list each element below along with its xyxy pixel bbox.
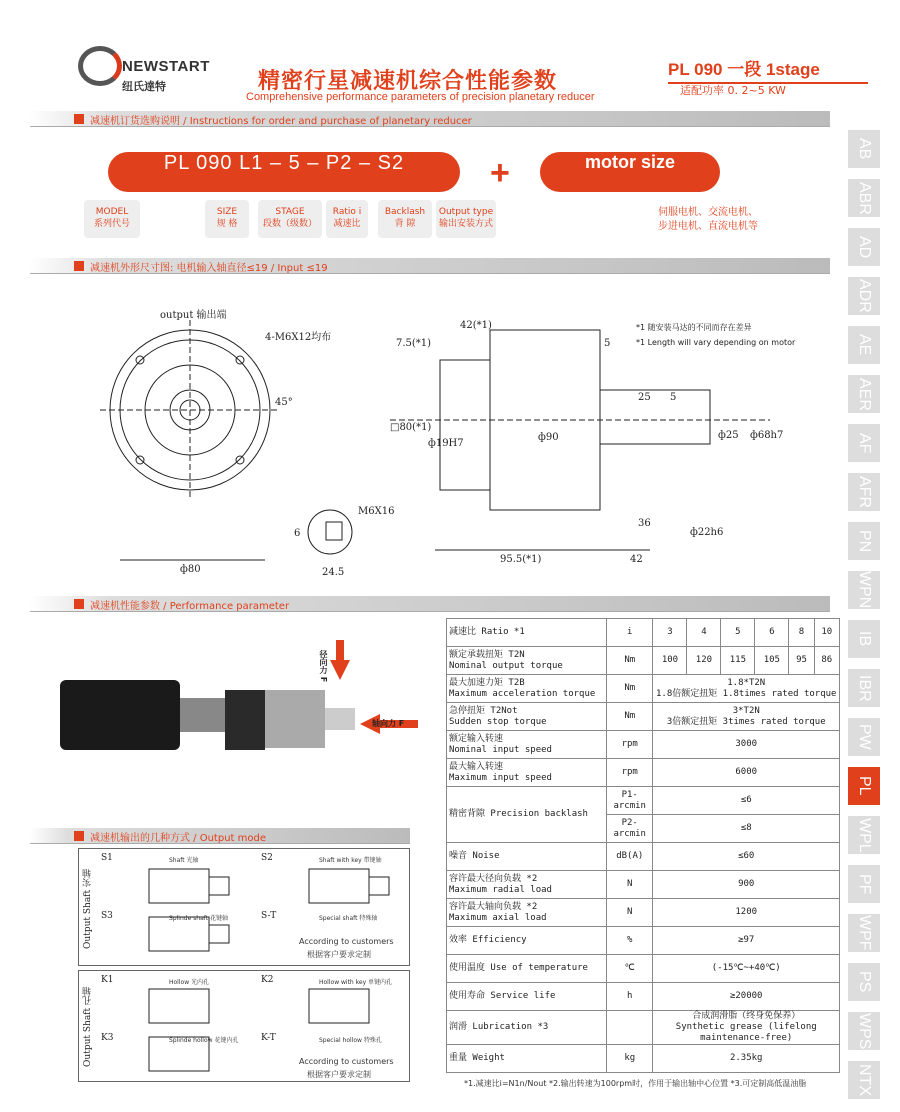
section-marker-icon [74,114,84,124]
tab-ad[interactable]: AD [848,228,880,268]
tab-ae[interactable]: AE [848,326,880,366]
hollow-diagrams [139,987,399,1081]
section-dims [30,258,830,274]
k1-desc: Hollow 光内孔 [169,979,210,986]
custom-en-2: According to customers [299,1057,394,1066]
tab-adr[interactable]: ADR [848,277,880,317]
custom-cn: 根据客户要求定制 [307,950,371,959]
tag-model: MODEL 系列代号 [84,200,140,238]
section-title: 减速机性能参数 / Performance parameter [90,601,290,612]
tab-ntx[interactable]: NTX [848,1061,880,1101]
tab-abr[interactable]: ABR [848,179,880,219]
tab-af[interactable]: AF [848,424,880,464]
d75-label: 7.5(*1) [396,338,432,349]
d22-label: ф22h6 [690,527,724,538]
axial-force-label: 轴向力 F [372,719,405,728]
tab-wpl[interactable]: WPL [848,816,880,856]
six-label: 6 [294,528,301,539]
table-row: 最大输入转速 Maximum input speed rpm 6000 [447,759,840,787]
tab-aer[interactable]: AER [848,375,880,415]
k2-key: K2 [261,975,274,985]
tab-wpn[interactable]: WPN [848,571,880,611]
table-row: 使用温度 Use of temperature ℃ (-15℃~+40℃) [447,955,840,983]
s1-key: S1 [101,853,113,863]
table-row: P2-arcmin ≤8 [447,815,840,843]
radial-force-label: 径向力 F [319,650,328,683]
table-row: 额定承载扭矩 T2N Nominal output torque Nm 100 120 115 105 95 86 [447,647,840,675]
phi25-label: ф25 [718,430,739,441]
plus-icon: + [490,154,510,192]
kt-desc: Special hollow 特殊孔 [319,1037,382,1044]
table-row: 减速比 Ratio *1 i 3 4 5 6 8 10 [447,619,840,647]
brand-sub: 纽氏達特 [122,80,166,93]
s2-key: S2 [261,853,273,863]
key-label: M6X16 [358,506,395,517]
tab-ibr[interactable]: IBR [848,669,880,709]
tab-ab[interactable]: AB [848,130,880,170]
d36-label: 36 [638,518,651,529]
st-desc: Special shaft 特殊轴 [319,915,378,922]
tag-backlash: Backlash 背 隙 [378,200,432,238]
shaft-diagrams [139,867,399,963]
table-row: 最大加速力矩 T2B Maximum acceleration torque Nm 1.8*T2N 1.8倍额定扭矩 1.8times rated torque [447,675,840,703]
d25-label: 25 [638,392,651,403]
kt-key: K-T [261,1033,276,1043]
custom-en: According to customers [299,937,394,946]
note1: *1 随安装马达的不同而存在差异 [636,323,752,332]
k3-key: K3 [101,1033,114,1043]
motor-note: 伺服电机、交流电机、 步进电机、直流电机等 [658,207,758,232]
note2: *1 Length will vary depending on motor [636,338,796,347]
k1-key: K1 [101,975,114,985]
w245-label: 24.5 [322,567,345,578]
section-title: 减速机外形尺寸图: 电机输入轴直径≤19 / Input ≤19 [90,263,328,274]
s3-desc: Splinde shaft 花键轴 [169,915,229,922]
d42-label: 42(*1) [460,320,492,331]
section-title: 减速机输出的几种方式 / Output mode [90,833,267,844]
page-title: 精密行星减速机综合性能参数 [258,69,558,94]
tag-size: SIZE 规 格 [205,200,249,238]
section-output [30,828,410,844]
holes-label: 4-M6X12均布 [265,332,332,343]
tab-pn[interactable]: PN [848,522,880,562]
table-row: 使用寿命 Service life h ≥20000 [447,983,840,1011]
d5-label: 5 [604,338,611,349]
table-row: 噪音 Noise dB(A) ≤60 [447,843,840,871]
custom-cn-2: 根据客户要求定制 [307,1070,371,1079]
output-label: output 输出端 [160,310,227,321]
d90-label: ф90 [538,432,559,443]
tag-output: Output type 输出安装方式 [436,200,496,238]
d19-label: ф19H7 [428,438,464,449]
tab-wps[interactable]: WPS [848,1012,880,1052]
tab-pl[interactable]: PL [848,767,880,807]
section-marker-icon [74,831,84,841]
table-row: 精密背隙 Precision backlash P1-arcmin ≤6 [447,787,840,815]
tab-ps[interactable]: PS [848,963,880,1003]
tab-afr[interactable]: AFR [848,473,880,513]
table-row: 容许最大径向负载 *2 Maximum radial load N 900 [447,871,840,899]
section-marker-icon [74,599,84,609]
tab-pw[interactable]: PW [848,718,880,758]
page-subtitle: Comprehensive performance parameters of precision planetary reducer [246,91,595,103]
d42b-label: 42 [630,554,643,565]
tag-stage: STAGE 段数（级数） [258,200,322,238]
k2-desc: Hollow with key 单键内孔 [319,979,393,986]
s3-key: S3 [101,911,113,921]
model-power: 适配功率 0. 2~5 KW [680,84,786,97]
d80-label: ф80 [180,564,201,575]
shaft-label: Output Shaft 实轴 [83,869,93,949]
dimension-drawing [90,290,840,590]
table-row: 额定输入转速 Nominal input speed rpm 3000 [447,731,840,759]
section-perf [30,596,830,612]
section-marker-icon [74,261,84,271]
angle-label: 45° [275,397,293,408]
brand-logo-icon [78,46,122,86]
phi68-label: ф68h7 [750,430,784,441]
table-row: 急停扭矩 T2Not Sudden stop torque Nm 3*T2N 3倍额定扭矩 3times rated torque [447,703,840,731]
motor-size: motor size [540,152,720,192]
s1-desc: Shaft 光轴 [169,857,199,864]
hollow-label: Output Shaft 孔轴 [83,987,93,1067]
table-row: 效率 Efficiency % ≥97 [447,927,840,955]
brand-name: NEWSTART [122,58,210,75]
s2-desc: Shaft with key 带键轴 [319,857,382,864]
order-code: PL 090 L1 – 5 – P2 – S2 [108,152,460,192]
model-header [668,55,868,84]
tag-ratio: Ratio i 减速比 [326,200,368,238]
tab-wpf[interactable]: WPF [848,914,880,954]
d955-label: 95.5(*1) [500,554,542,565]
d5b-label: 5 [670,392,677,403]
section-order [30,111,830,127]
st-key: S-T [261,911,277,921]
output-hollow-box [78,970,410,1082]
table-row: 容许最大轴向负载 *2 Maximum axial load N 1200 [447,899,840,927]
sq80-label: □80(*1) [390,422,432,433]
tab-pf[interactable]: PF [848,865,880,905]
section-title: 减速机订货选购说明 / Instructions for order and purchase of planetary reducer [90,116,472,127]
model-title: PL 090 一段 1stage [668,60,820,79]
k3-desc: Splinde hollow 花键内孔 [169,1037,239,1044]
output-shaft-box [78,848,410,966]
table-row: 重量 Weight kg 2.35kg [447,1045,840,1073]
table-row: 润滑 Lubrication *3 合成润滑脂（终身免保养） Synthetic grease (lifelong maintenance-free) [447,1011,840,1045]
table-footnote: *1.减速比i=N1n/Nout *2.输出转速为100rpm时，作用于输出轴中心位置 *3.可定制高低温油脂 [464,1079,807,1088]
tab-ib[interactable]: IB [848,620,880,660]
performance-table [446,618,840,1073]
